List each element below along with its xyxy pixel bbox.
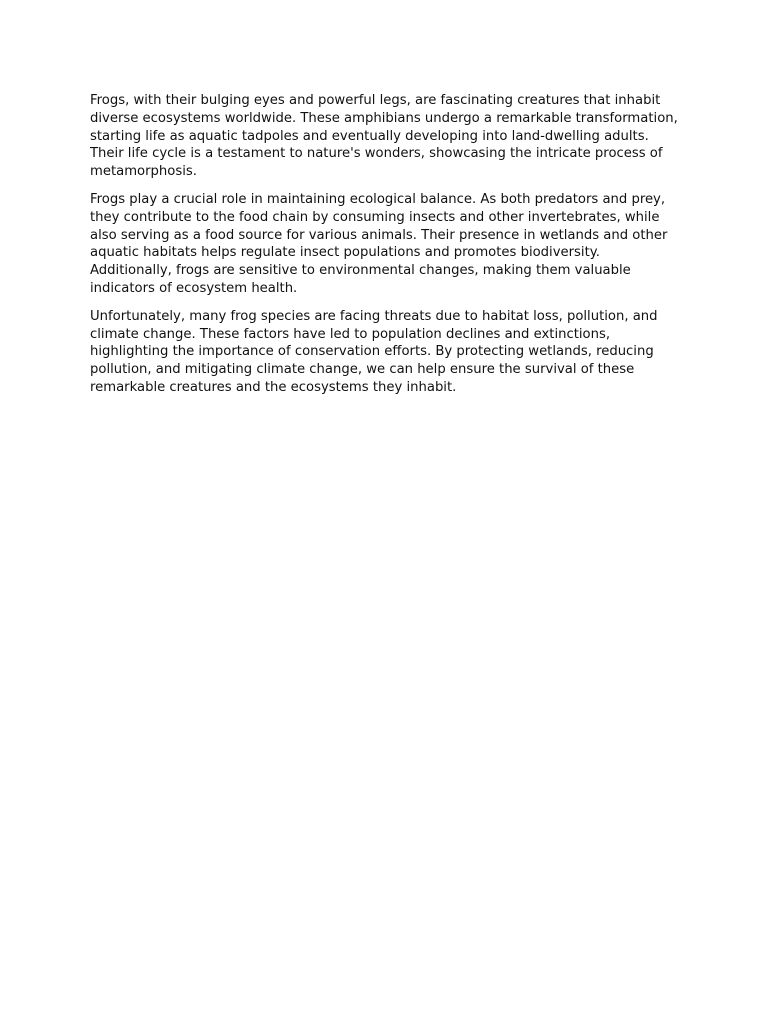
paragraph-threats: Unfortunately, many frog species are facing threats due to habitat loss, pollution, and climate change. These factors have led to population declines and extinctions, highlighting the importance of conservation efforts. By protecting wetlands, reducing pollution, and mitigating climate change, we can help ensure the survival of these remarkable creatures and the ecosystems they inhabit. [90, 308, 658, 395]
paragraph-intro: Frogs, with their bulging eyes and powerful legs, are fascinating creatures that inhabit diverse ecosystems worldwide. These amphibians undergo a remarkable transformation, starting life as aquatic tadpoles and eventually developing into land-dwelling adults. Their life cycle is a testament to nature's wonders, showcasing the intricate process of metamorphosis. [90, 93, 678, 180]
paragraph-ecology: Frogs play a crucial role in maintaining ecological balance. As both predators and prey, they contribute to the food chain by consuming insects and other invertebrates, while also serving as a food source for various animals. Their presence in wetlands and other aquatic habitats helps regulate insect populations and promotes biodiversity. Additionally, frogs are sensitive to environmental changes, making them valuable indicators of ecosystem health. [90, 191, 668, 296]
